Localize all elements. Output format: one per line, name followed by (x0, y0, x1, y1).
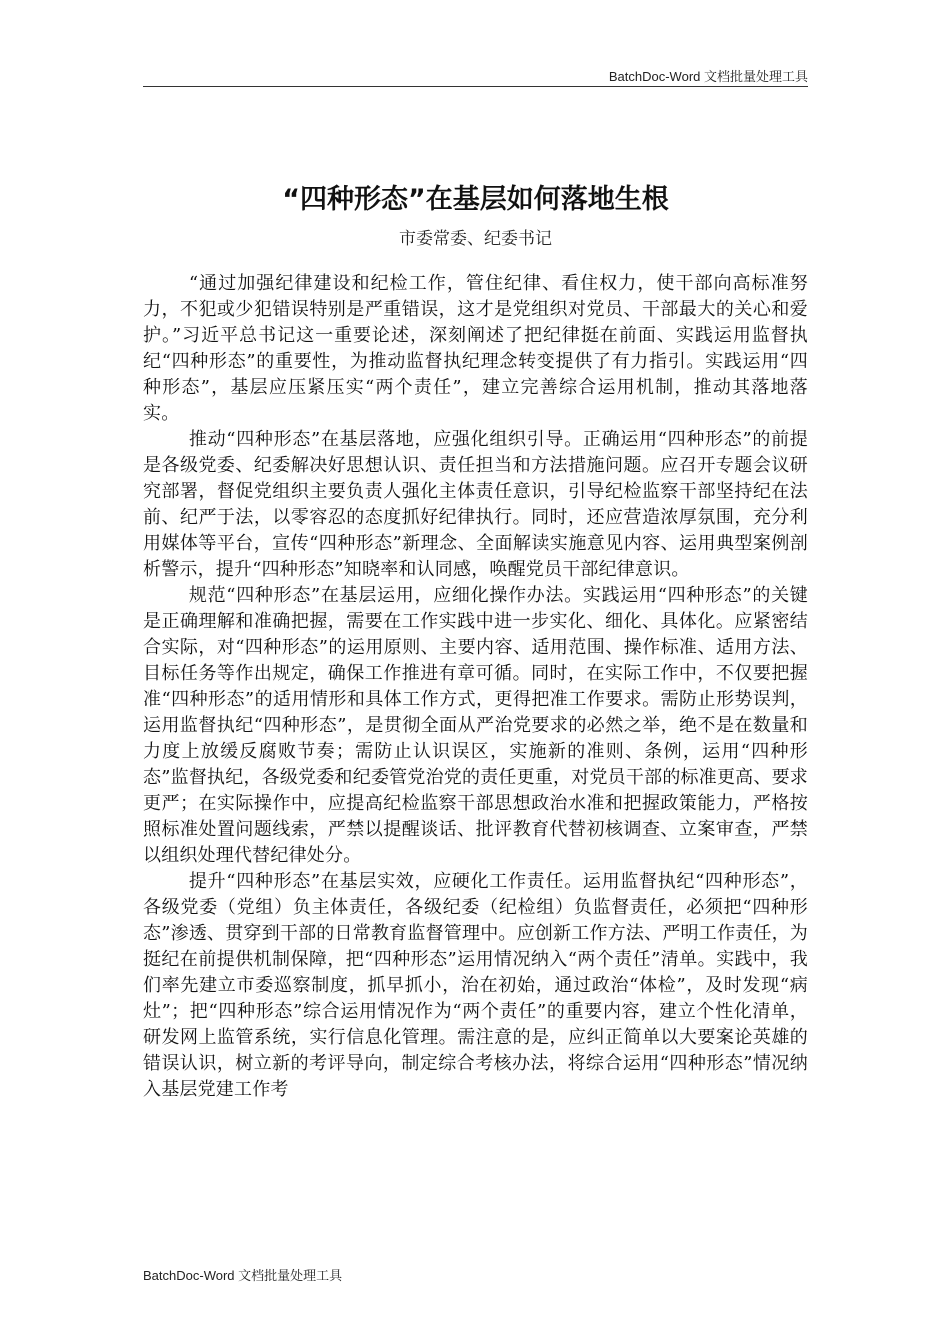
document-body (143, 271, 808, 1103)
body-paragraph: “通过加强纪律建设和纪检工作，管住纪律、看住权力，使干部向高标准努力，不犯或少犯错误特别是严重错误，这才是党组织对党员、干部最大的关心和爱护。”习近平总书记这一重要论述，深刻阐述了把纪律挺在前面、实践运用监督执纪“四种形态”的重要性，为推动监督执纪理念转变提供了有力指引。实践运用“四种形态”，基层应压紧压实“两个责任”，建立完善综合运用机制，推动其落地落实。 (143, 273, 808, 424)
body-paragraph: 推动“四种形态”在基层落地，应强化组织引导。正确运用“四种形态”的前提是各级党委、纪委解决好思想认识、责任担当和方法措施问题。应召开专题会议研究部署，督促党组织主要负责人强化主体责任意识，引导纪检监察干部坚持纪在法前、纪严于法，以零容忍的态度抓好纪律执行。同时，还应营造浓厚氛围，充分利用媒体等平台，宣传“四种形态”新理念、全面解读实施意见内容、运用典型案例剖析警示，提升“四种形态”知晓率和认同感，唤醒党员干部纪律意识。 (143, 429, 808, 580)
document-subtitle: 市委常委、纪委书记 (399, 229, 552, 249)
body-paragraph: 规范“四种形态”在基层运用，应细化操作办法。实践运用“四种形态”的关键是正确理解和准确把握，需要在工作实践中进一步实化、细化、具体化。应紧密结合实际，对“四种形态”的运用原则、主要内容、适用范围、操作标准、适用方法、目标任务等作出规定，确保工作推进有章可循。同时，在实际工作中，不仅要把握准“四种形态”的适用情形和具体工作方式，更得把准工作要求。需防止形势误判，运用监督执纪“四种形态”，是贯彻全面从严治党要求的必然之举，绝不是在数量和力度上放缓反腐败节奏；需防止认识误区，实施新的准则、条例，运用“四种形态”监督执纪，各级党委和纪委管党治党的责任更重，对党员干部的标准更高、要求更严；在实际操作中，应提高纪检监察干部思想政治水准和把握政策能力，严格按照标准处置问题线索，严禁以提醒谈话、批评教育代替初核调查、立案审查，严禁以组织处理代替纪律处分。 (143, 585, 808, 866)
header-divider (143, 86, 808, 87)
body-paragraph: 提升“四种形态”在基层实效，应硬化工作责任。运用监督执纪“四种形态”，各级党委（党组）负主体责任，各级纪委（纪检组）负监督责任，必须把“四种形态”渗透、贯穿到干部的日常教育监督管理中。应创新工作方法、严明工作责任，为挺纪在前提供机制保障，把“四种形态”运用情况纳入“两个责任”清单。实践中，我们率先建立市委巡察制度，抓早抓小，治在初始，通过政治“体检”，及时发现“病灶”；把“四种形态”综合运用情况作为“两个责任”的重要内容，建立个性化清单，研发网上监管系统，实行信息化管理。需注意的是，应纠正简单以大要案论英雄的错误认识，树立新的考评导向，制定综合考核办法，将综合运用“四种形态”情况纳入基层党建工作考 (143, 871, 808, 1100)
document-title: “四种形态”在基层如何落地生根 (282, 184, 669, 215)
page-footer-text: BatchDoc-Word 文档批量处理工具 (143, 1268, 343, 1283)
page-header-text: BatchDoc-Word 文档批量处理工具 (608, 69, 808, 84)
